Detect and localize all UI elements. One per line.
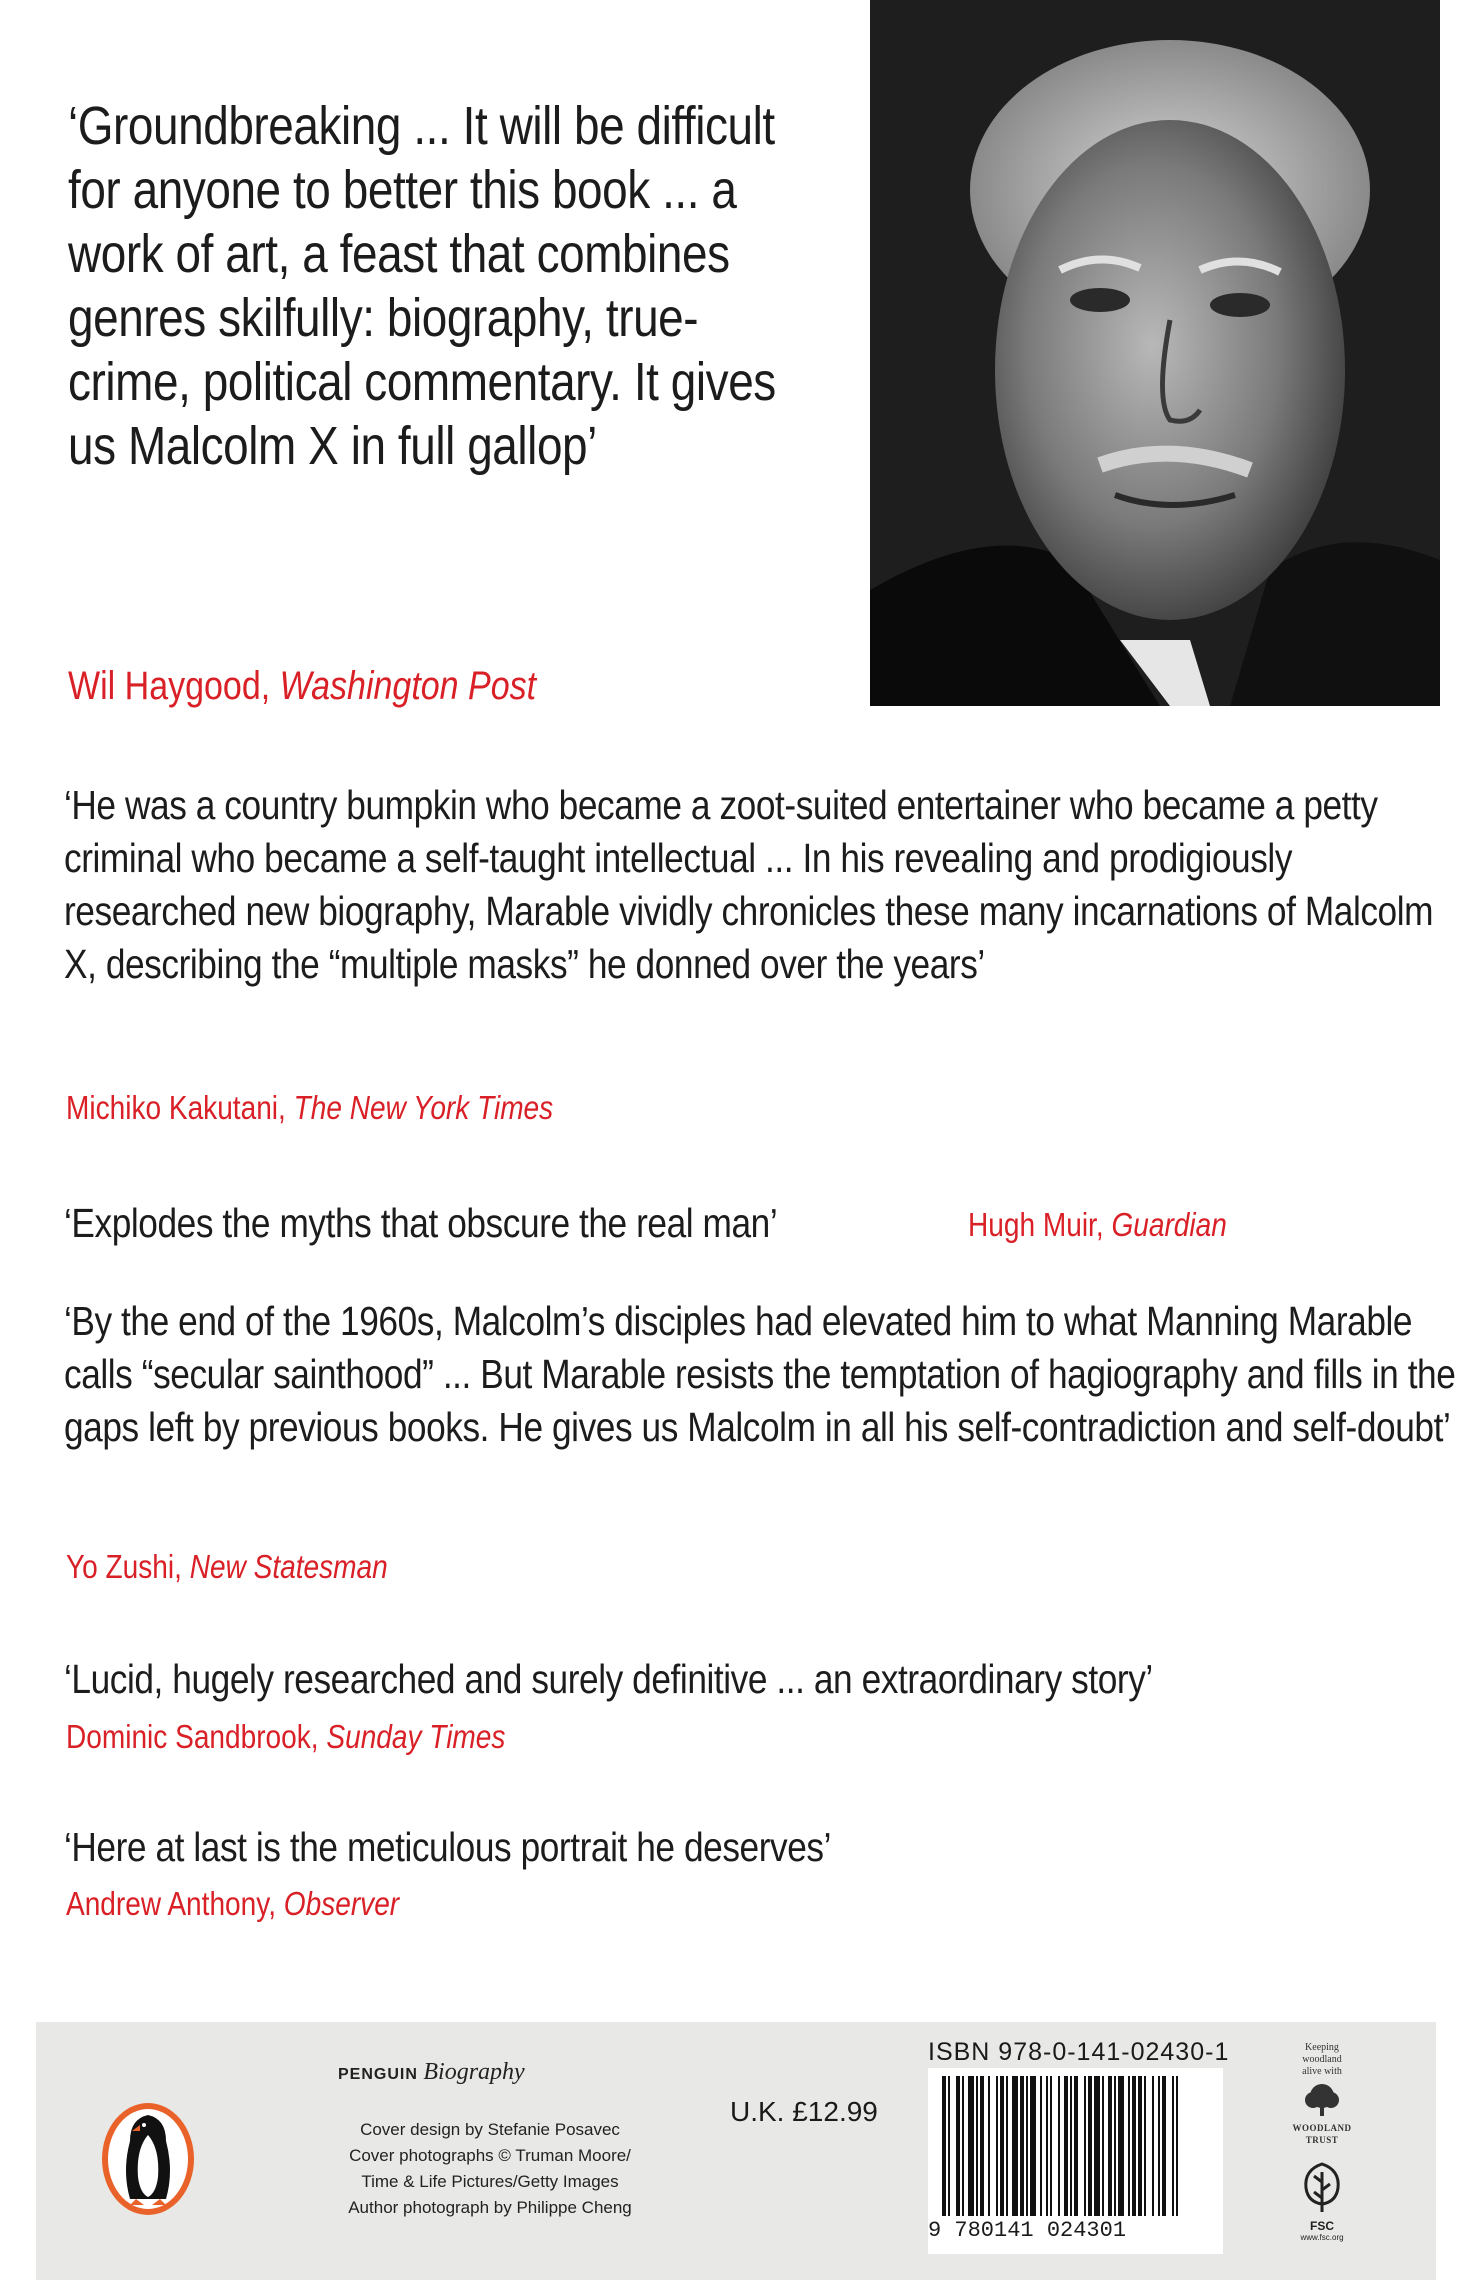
- quote-6-source: Observer: [283, 1885, 400, 1922]
- quote-3-author: Hugh Muir,: [968, 1206, 1104, 1243]
- barcode-bar: [962, 2076, 964, 2216]
- barcode-bar: [1144, 2076, 1146, 2216]
- quote-6-attribution: [66, 1885, 399, 1923]
- quote-5-attribution: [66, 1718, 505, 1756]
- barcode-bar: [1050, 2076, 1052, 2216]
- barcode-bar: [1152, 2076, 1154, 2216]
- woodland-line-1: Keeping: [1305, 2042, 1339, 2053]
- quote-1-source: Washington Post: [279, 664, 537, 708]
- barcode-bar: [1158, 2076, 1160, 2216]
- quote-6-author: Andrew Anthony,: [66, 1885, 277, 1922]
- author-photograph: [870, 0, 1440, 706]
- credit-line: Author photograph by Philippe Cheng: [348, 2198, 632, 2217]
- cover-credits: [330, 2117, 650, 2221]
- barcode-bar: [1026, 2076, 1028, 2216]
- quote-2-attribution: [66, 1089, 553, 1127]
- series-name: Biography: [423, 2059, 525, 2085]
- credit-line: Cover design by Stefanie Posavec: [360, 2120, 620, 2139]
- barcode-bars-icon: [942, 2076, 1210, 2216]
- barcode-bar: [1118, 2076, 1124, 2216]
- barcode-bar: [1020, 2076, 1024, 2216]
- barcode-bar: [1012, 2076, 1018, 2216]
- woodland-trust-label: TRUST: [1305, 2135, 1339, 2145]
- quote-5-text: ‘Lucid, hugely researched and surely definitive ... an extraordinary story’: [64, 1656, 1153, 1702]
- isbn-label: ISBN 978-0-141-02430-1: [928, 2038, 1230, 2066]
- quote-4-author: Yo Zushi,: [66, 1548, 182, 1585]
- penguin-logo-icon: [100, 2101, 196, 2217]
- quote-2-source: The New York Times: [293, 1089, 554, 1126]
- barcode-bar: [948, 2076, 950, 2216]
- quote-2-text: ‘He was a country bumpkin who became a zoot-suited entertainer who became a petty criminal who became a self-taught intellectual ... In his revealing and prodigiously researched new biography, Marable vividly chronicles these many incarnations of Malcolm X, describing the “multiple masks” he donned over the years’: [64, 782, 1434, 987]
- quote-2-author: Michiko Kakutani,: [66, 1089, 286, 1126]
- barcode-bar: [1064, 2076, 1068, 2216]
- barcode-bar: [1176, 2076, 1178, 2216]
- credit-line: Time & Life Pictures/Getty Images: [361, 2172, 619, 2191]
- barcode-bar: [1000, 2076, 1004, 2216]
- quote-1-attribution: [68, 664, 536, 709]
- barcode-bar: [1006, 2076, 1008, 2216]
- barcode-bar: [1058, 2076, 1060, 2216]
- woodland-line-3: alive with: [1302, 2066, 1342, 2077]
- quote-4-attribution: [66, 1548, 388, 1586]
- author-portrait-image: [870, 0, 1440, 706]
- barcode-bar: [1040, 2076, 1042, 2216]
- quote-6-text: ‘Here at last is the meticulous portrait he deserves’: [64, 1824, 831, 1870]
- tree-icon: [1302, 2082, 1342, 2118]
- barcode-bar: [1094, 2076, 1100, 2216]
- barcode-bar: [1172, 2076, 1174, 2216]
- barcode-bar: [976, 2076, 978, 2216]
- quote-3-source: Guardian: [1111, 1206, 1227, 1243]
- quote-4-source: New Statesman: [189, 1548, 388, 1585]
- barcode-bar: [956, 2076, 960, 2216]
- quote-4-text: ‘By the end of the 1960s, Malcolm’s disciples had elevated him to what Manning Marable calls “secular sainthood” ... But Marable resists the temptation of hagiography and fills in the gaps left by previous books. He gives us Malcolm in all his self-contradiction and self-doubt’: [64, 1298, 1456, 1450]
- quote-5-author: Dominic Sandbrook,: [66, 1718, 319, 1755]
- barcode-bar: [1128, 2076, 1130, 2216]
- barcode-bar: [1138, 2076, 1142, 2216]
- barcode-bar: [1162, 2076, 1166, 2216]
- barcode: [928, 2068, 1223, 2254]
- fsc-badge: [1272, 2160, 1372, 2242]
- barcode-bar: [1074, 2076, 1078, 2216]
- publisher-name: PENGUIN: [338, 2066, 418, 2083]
- barcode-bar: [968, 2076, 974, 2216]
- quote-1-text: ‘Groundbreaking ... It will be difficult for anyone to better this book ... a work of art, a feast that combines genres skilfully: biography, true-crime, political commentary. It gives us Malcolm X in full gallop’: [68, 96, 776, 476]
- price-label: U.K. £12.99: [730, 2096, 878, 2127]
- woodland-trust-badge: [1262, 2042, 1382, 2146]
- fsc-tree-icon: [1294, 2160, 1350, 2216]
- fsc-url: www.fsc.org: [1300, 2233, 1344, 2242]
- barcode-bar: [1108, 2076, 1112, 2216]
- barcode-bar: [988, 2076, 990, 2216]
- barcode-bar: [1102, 2076, 1104, 2216]
- woodland-line-2: woodland: [1302, 2054, 1342, 2065]
- quote-3-attribution: [968, 1206, 1227, 1244]
- quote-3-text: ‘Explodes the myths that obscure the real man’: [64, 1200, 778, 1246]
- imprint-label: [338, 2059, 525, 2086]
- fsc-label: FSC: [1310, 2219, 1334, 2233]
- barcode-bar: [942, 2076, 946, 2216]
- quote-1-author: Wil Haygood,: [68, 664, 271, 708]
- barcode-bar: [1132, 2076, 1136, 2216]
- barcode-bar: [1046, 2076, 1048, 2216]
- quote-5-source: Sunday Times: [326, 1718, 506, 1755]
- barcode-bar: [980, 2076, 984, 2216]
- woodland-trust-name: WOODLAND: [1292, 2123, 1352, 2133]
- barcode-bar: [1114, 2076, 1116, 2216]
- barcode-bar: [1030, 2076, 1036, 2216]
- barcode-digits: 9 780141 024301: [928, 2218, 1127, 2243]
- barcode-bar: [1070, 2076, 1072, 2216]
- credit-line: Cover photographs © Truman Moore/: [349, 2146, 631, 2165]
- barcode-bar: [1088, 2076, 1092, 2216]
- barcode-bar: [1084, 2076, 1086, 2216]
- barcode-bar: [996, 2076, 998, 2216]
